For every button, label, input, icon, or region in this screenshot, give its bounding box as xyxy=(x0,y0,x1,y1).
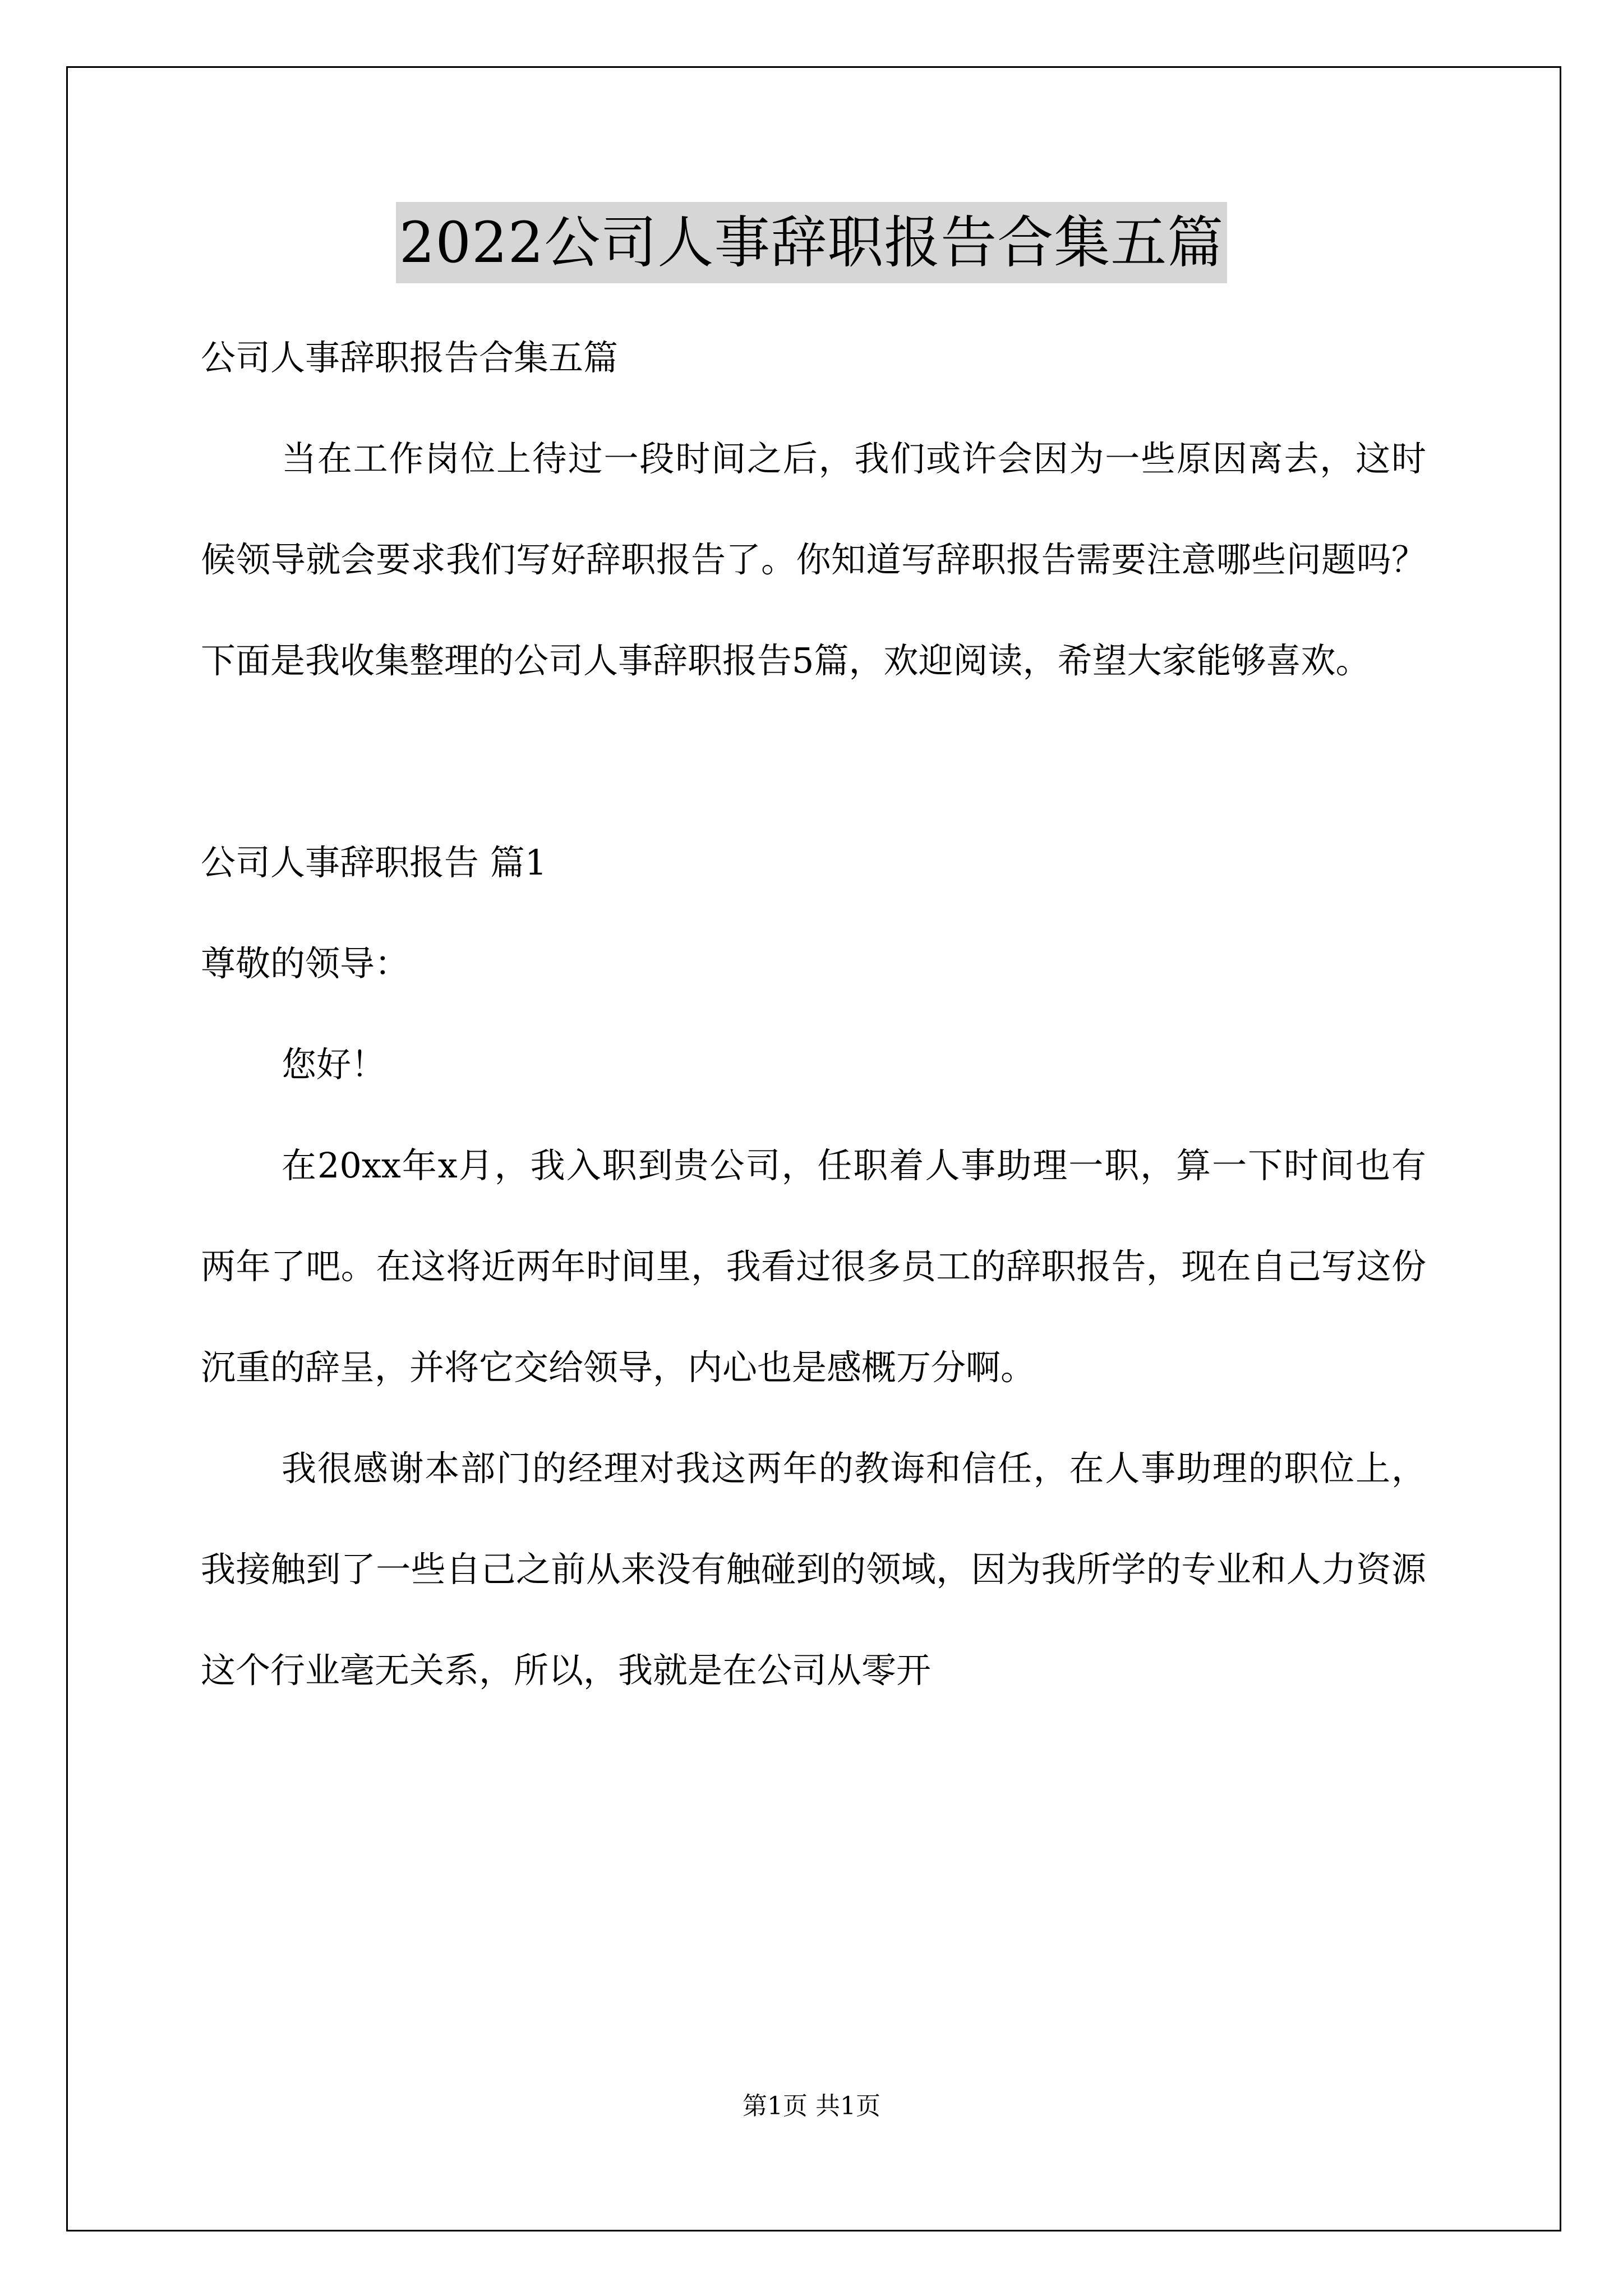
section-heading: 公司人事辞职报告 篇1 xyxy=(201,842,547,883)
body-paragraph: 我很感谢本部门的经理对我这两年的教诲和信任，在人事助理的职位上，我接触到了一些自己之前从来没有触碰到的领域，因为我所学的专业和人力资源这个行业毫无关系，所以，我就是在公司从零开 xyxy=(201,1448,1426,1691)
greeting: 您好！ xyxy=(282,1044,386,1085)
page-footer: 第1页 共1页 xyxy=(743,2092,880,2120)
body-paragraph: 在20xx年x月，我入职到贵公司，任职着人事助理一职，算一下时间也有两年了吧。在这将近两年时间里，我看过很多员工的辞职报告，现在自己写这份沉重的辞呈，并将它交给领导，内心也是感概万分啊。 xyxy=(201,1145,1426,1388)
document-body xyxy=(201,307,1426,1721)
intro-paragraph: 当在工作岗位上待过一段时间之后，我们或许会因为一些原因离去，这时候领导就会要求我们写好辞职报告了。你知道写辞职报告需要注意哪些问题吗？下面是我收集整理的公司人事辞职报告5篇，欢迎阅读，希望大家能够喜欢。 xyxy=(201,438,1426,681)
title-container xyxy=(0,202,1623,283)
section-spacer xyxy=(201,711,1426,812)
document-subtitle: 公司人事辞职报告合集五篇 xyxy=(201,337,619,378)
salutation: 尊敬的领导： xyxy=(201,943,410,984)
document-title: 2022公司人事辞职报告合集五篇 xyxy=(396,202,1228,283)
